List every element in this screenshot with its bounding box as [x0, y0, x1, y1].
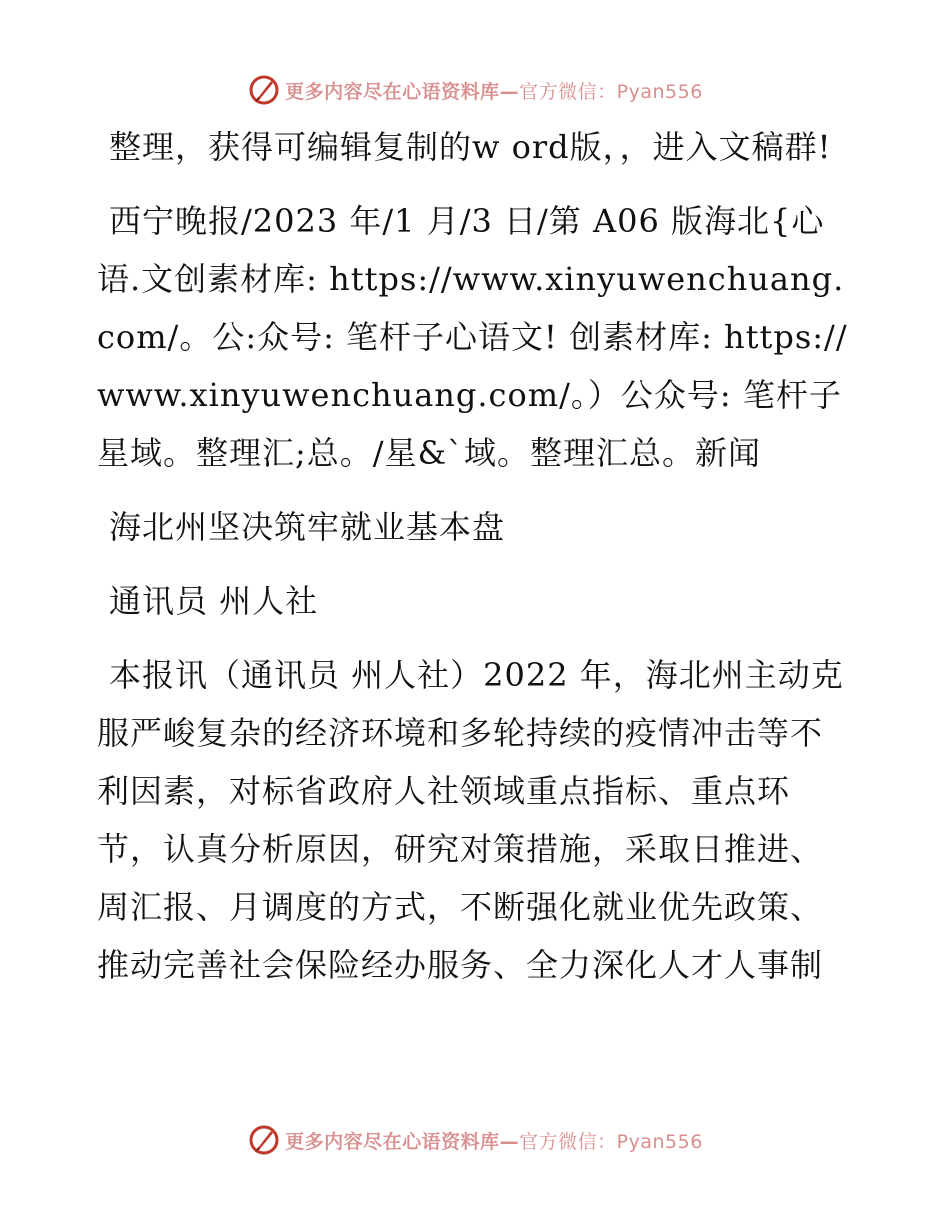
- header-banner-wechat: 官方微信：Pyan556: [519, 80, 703, 103]
- document-body: [97, 118, 852, 1010]
- quill-logo-icon: [247, 73, 281, 107]
- footer-banner-title: 更多内容尽在心语资料库—: [285, 1130, 520, 1153]
- footer-banner: [0, 1120, 950, 1160]
- article-title: 海北州坚决筑牢就业基本盘: [109, 508, 506, 546]
- paragraph-intro: 整理，获得可编辑复制的w ord版，，进入文稿群!: [109, 128, 832, 166]
- header-banner: [0, 70, 950, 110]
- footer-banner-wechat: 官方微信：Pyan556: [519, 1130, 703, 1153]
- article-byline: 通讯员 州人社: [109, 582, 319, 620]
- footer-banner-text: [285, 1127, 703, 1154]
- article-paragraph: 本报讯（通讯员 州人社）2022 年，海北州主动克服严峻复杂的经济环境和多轮持续的疫情冲击等不利因素，对标省政府人社领域重点指标、重点环节，认真分析原因，研究对策措施，采取日推进、周汇报、月调度的方式，不断强化就业优先政策、推动完善社会保险经办服务、全力深化人才人事制: [97, 656, 844, 984]
- header-banner-title: 更多内容尽在心语资料库—: [285, 80, 520, 103]
- quill-logo-icon: [247, 1123, 281, 1157]
- header-banner-text: [285, 77, 703, 104]
- paragraph-source: 西宁晚报/2023 年/1 月/3 日/第 A06 版海北{心语.文创素材库: https://www.xinyuwenchuang.com/。公:众号: 笔杆子心语文! 创素材库: https://www.xinyuwenchuang.com/。）公众号: 笔杆子星域。整理汇;总。/星&`域。整理汇总。新闻: [97, 202, 848, 472]
